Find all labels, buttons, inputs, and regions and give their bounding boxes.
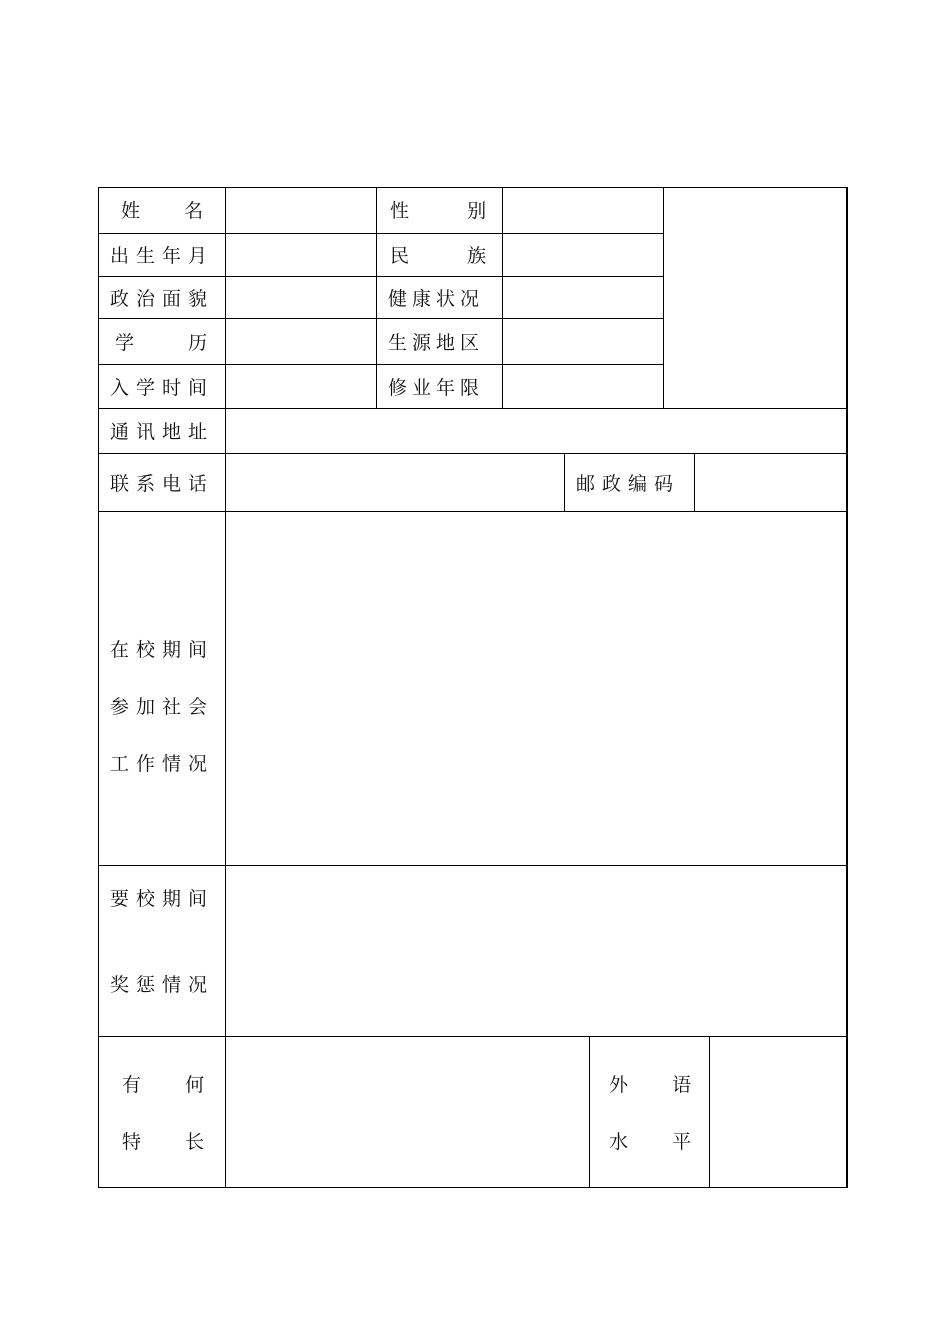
education-field[interactable] — [226, 319, 376, 364]
col-divider — [376, 188, 377, 408]
health-field[interactable] — [503, 277, 663, 318]
specialty-label: 有 何 特 长 — [122, 1074, 205, 1153]
phone-label: 联系电话 — [110, 473, 215, 495]
ethnicity-field[interactable] — [503, 234, 663, 276]
birth-field[interactable] — [226, 234, 376, 276]
language-label: 外 语 水 平 — [609, 1074, 692, 1153]
rewards-label: 要校期间 奖惩情况 — [110, 888, 215, 996]
col-divider — [589, 1036, 590, 1188]
name-label: 姓 名 — [121, 200, 204, 222]
rewards-field[interactable] — [226, 866, 847, 1036]
language-field[interactable] — [710, 1037, 847, 1188]
address-field[interactable] — [226, 409, 847, 453]
enroll-field[interactable] — [226, 365, 376, 408]
health-label: 健康状况 — [388, 288, 485, 310]
student-registration-form — [98, 187, 848, 1188]
social-work-field[interactable] — [226, 512, 847, 865]
origin-label: 生源地区 — [388, 332, 485, 354]
postcode-field[interactable] — [695, 454, 847, 511]
political-field[interactable] — [226, 277, 376, 318]
gender-field[interactable] — [503, 188, 663, 233]
social-work-label: 在校期间 参加社会 工作情况 — [110, 639, 215, 775]
birth-label: 出生年月 — [110, 245, 215, 267]
duration-field[interactable] — [503, 365, 663, 408]
address-label: 通讯地址 — [110, 421, 215, 443]
name-field[interactable] — [226, 188, 376, 233]
origin-field[interactable] — [503, 319, 663, 364]
gender-label: 性 别 — [390, 200, 487, 222]
col-divider — [564, 453, 565, 511]
political-label: 政治面貌 — [110, 288, 215, 310]
duration-label: 修业年限 — [388, 377, 485, 399]
postcode-label: 邮政编码 — [576, 473, 681, 495]
education-label: 学 历 — [115, 332, 208, 354]
phone-field[interactable] — [226, 454, 564, 511]
ethnicity-label: 民 族 — [390, 245, 487, 267]
photo-box[interactable] — [664, 188, 847, 408]
enroll-label: 入学时间 — [110, 377, 215, 399]
specialty-field[interactable] — [226, 1037, 589, 1188]
